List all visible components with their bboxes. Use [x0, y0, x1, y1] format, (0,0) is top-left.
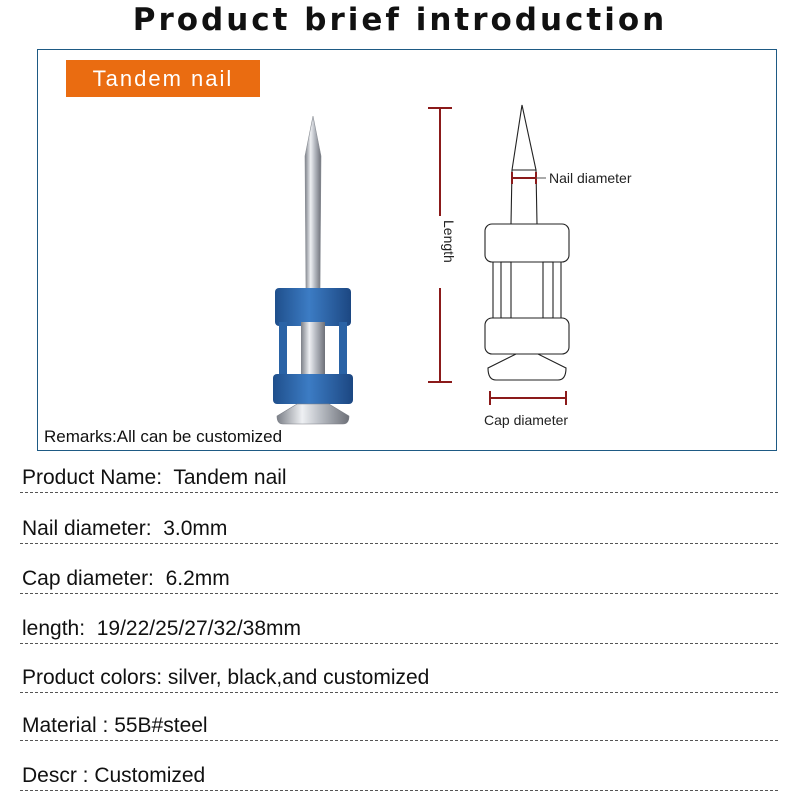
- product-tag: Tandem nail: [66, 60, 260, 97]
- product-panel: [37, 49, 777, 451]
- spec-text: length: 19/22/25/27/32/38mm: [22, 617, 302, 640]
- spec-text: Nail diameter: 3.0mm: [22, 517, 228, 540]
- spec-text: Cap diameter: 6.2mm: [22, 567, 230, 590]
- length-label: Length: [441, 220, 457, 263]
- spec-row-descr: [20, 758, 778, 791]
- page-title: Product brief introduction: [132, 2, 668, 38]
- nail-photo: [263, 116, 363, 428]
- remarks-text: Remarks:All can be customized: [44, 427, 283, 446]
- nail-diameter-label: Nail diameter: [549, 170, 632, 186]
- spec-text: Descr : Customized: [22, 764, 206, 787]
- spec-text: Product Name: Tandem nail: [22, 466, 287, 489]
- spec-text: Material : 55B#steel: [22, 714, 208, 737]
- nail-diagram: [420, 98, 720, 438]
- spec-text: Product colors: silver, black,and customized: [22, 666, 430, 689]
- spec-row-product-colors: [20, 660, 778, 693]
- spec-row-length: [20, 611, 778, 644]
- spec-row-cap-diameter: [20, 561, 778, 594]
- spec-row-nail-diameter: [20, 511, 778, 544]
- spec-row-product-name: [20, 460, 778, 493]
- spec-row-material: [20, 708, 778, 741]
- cap-diameter-label: Cap diameter: [484, 412, 569, 428]
